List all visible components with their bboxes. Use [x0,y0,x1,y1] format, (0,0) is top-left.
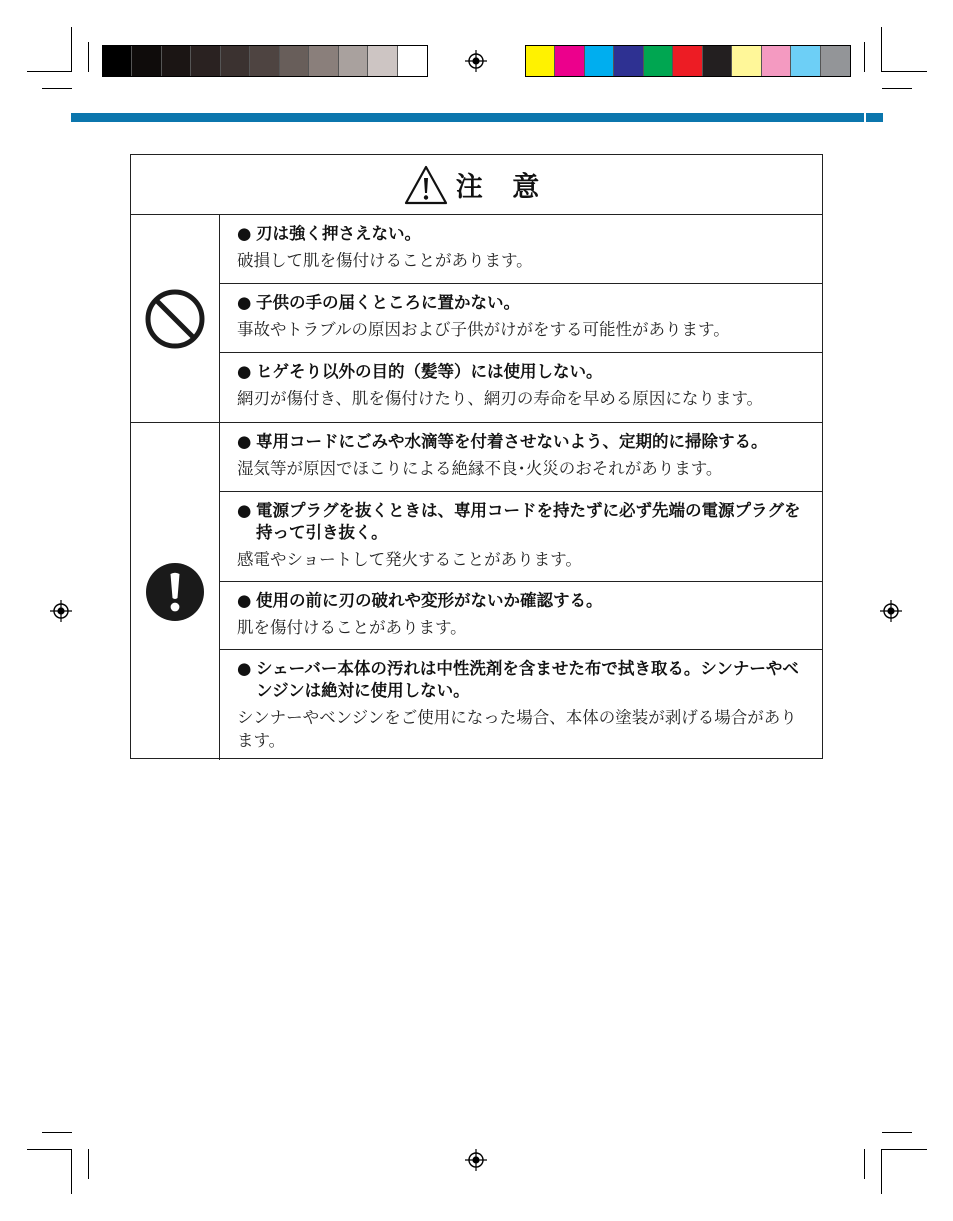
item-heading: 電源プラグを抜くときは、専用コードを持たずに必ず先端の電源プラグを持って引き抜く。 [256,501,801,542]
registration-mark-icon [465,50,487,72]
item-heading: 専用コードにごみや水滴等を付着させないよう、定期的に掃除する。 [256,432,768,451]
crop-mark [882,88,912,89]
crop-mark [88,42,89,72]
color-swatch [644,46,673,76]
item-description: 湿気等が原因でほこりによる絶縁不良･火災のおそれがあります。 [237,459,723,478]
mandatory-group [131,423,822,760]
mandatory-icon-cell [131,423,220,760]
color-swatch [614,46,643,76]
registration-mark-icon [880,600,902,622]
color-swatch [555,46,584,76]
crop-mark [71,1149,72,1194]
crop-mark [864,1149,865,1179]
caution-title: 注 意 [455,172,550,203]
color-swatch [250,46,279,76]
prohibition-icon-cell [131,215,220,422]
prohibition-icon [144,288,206,350]
crop-mark [882,71,927,72]
caution-item [220,353,822,422]
color-swatch [673,46,702,76]
color-swatch [309,46,338,76]
crop-mark [881,27,882,72]
color-swatch [703,46,732,76]
color-swatch [368,46,397,76]
mandatory-exclamation-icon [145,562,205,622]
bullet: ● [237,293,252,312]
caution-item [220,423,822,492]
color-swatch [191,46,220,76]
color-swatch [280,46,309,76]
item-heading: シェーバー本体の汚れは中性洗剤を含ませた布で拭き取る。シンナーやベンジンは絶対に使用しない。 [256,659,799,700]
item-description: 破損して肌を傷付けることがあります。 [237,251,533,270]
crop-mark [42,88,72,89]
color-swatch [132,46,161,76]
color-swatch [732,46,761,76]
item-description: 事故やトラブルの原因および子供がけがをする可能性があります。 [237,320,730,339]
caution-header [131,155,822,215]
item-description: 肌を傷付けることがあります。 [237,618,467,637]
color-swatch [221,46,250,76]
color-swatch [791,46,820,76]
crop-mark [881,1149,882,1194]
color-swatch [526,46,555,76]
item-description: 網刃が傷付き、肌を傷付けたり、網刃の寿命を早める原因になります。 [237,389,764,408]
item-description: シンナーやベンジンをご使用になった場合、本体の塗装が剥げる場合があります。 [237,708,797,750]
registration-mark-icon [465,1149,487,1171]
item-description: 感電やショートして発火することがあります。 [237,550,582,569]
prohibition-group [131,215,822,423]
color-swatch [103,46,132,76]
bullet: ● [237,501,252,520]
item-heading: 刃は強く押さえない。 [256,224,421,243]
color-swatch [398,46,427,76]
crop-mark [71,27,72,72]
caution-item [220,284,822,353]
header-stripe [71,113,881,122]
crop-mark [27,1149,72,1150]
crop-mark [882,1132,912,1133]
item-heading: 使用の前に刃の破れや変形がないか確認する。 [256,591,603,610]
crop-mark [27,71,72,72]
bullet: ● [237,432,252,451]
color-swatch [339,46,368,76]
crop-mark [42,1132,72,1133]
bullet: ● [237,659,252,678]
bullet: ● [237,591,252,610]
crop-mark [88,1149,89,1179]
item-heading: 子供の手の届くところに置かない。 [256,293,520,312]
grayscale-color-bar [102,45,428,77]
registration-mark-icon [50,600,72,622]
crop-mark [864,42,865,72]
bullet: ● [237,362,252,381]
caution-item [220,650,822,760]
caution-item [220,215,822,284]
item-heading: ヒゲそり以外の目的（髪等）には使用しない。 [256,362,603,381]
caution-box [130,154,823,759]
header-stripe-end [864,113,883,122]
crop-mark [882,1149,927,1150]
color-swatch [585,46,614,76]
color-swatch [762,46,791,76]
color-swatch [162,46,191,76]
process-color-bar [525,45,851,77]
warning-triangle-icon [404,165,448,205]
bullet: ● [237,224,252,243]
caution-item [220,582,822,650]
color-swatch [821,46,850,76]
caution-item [220,492,822,582]
